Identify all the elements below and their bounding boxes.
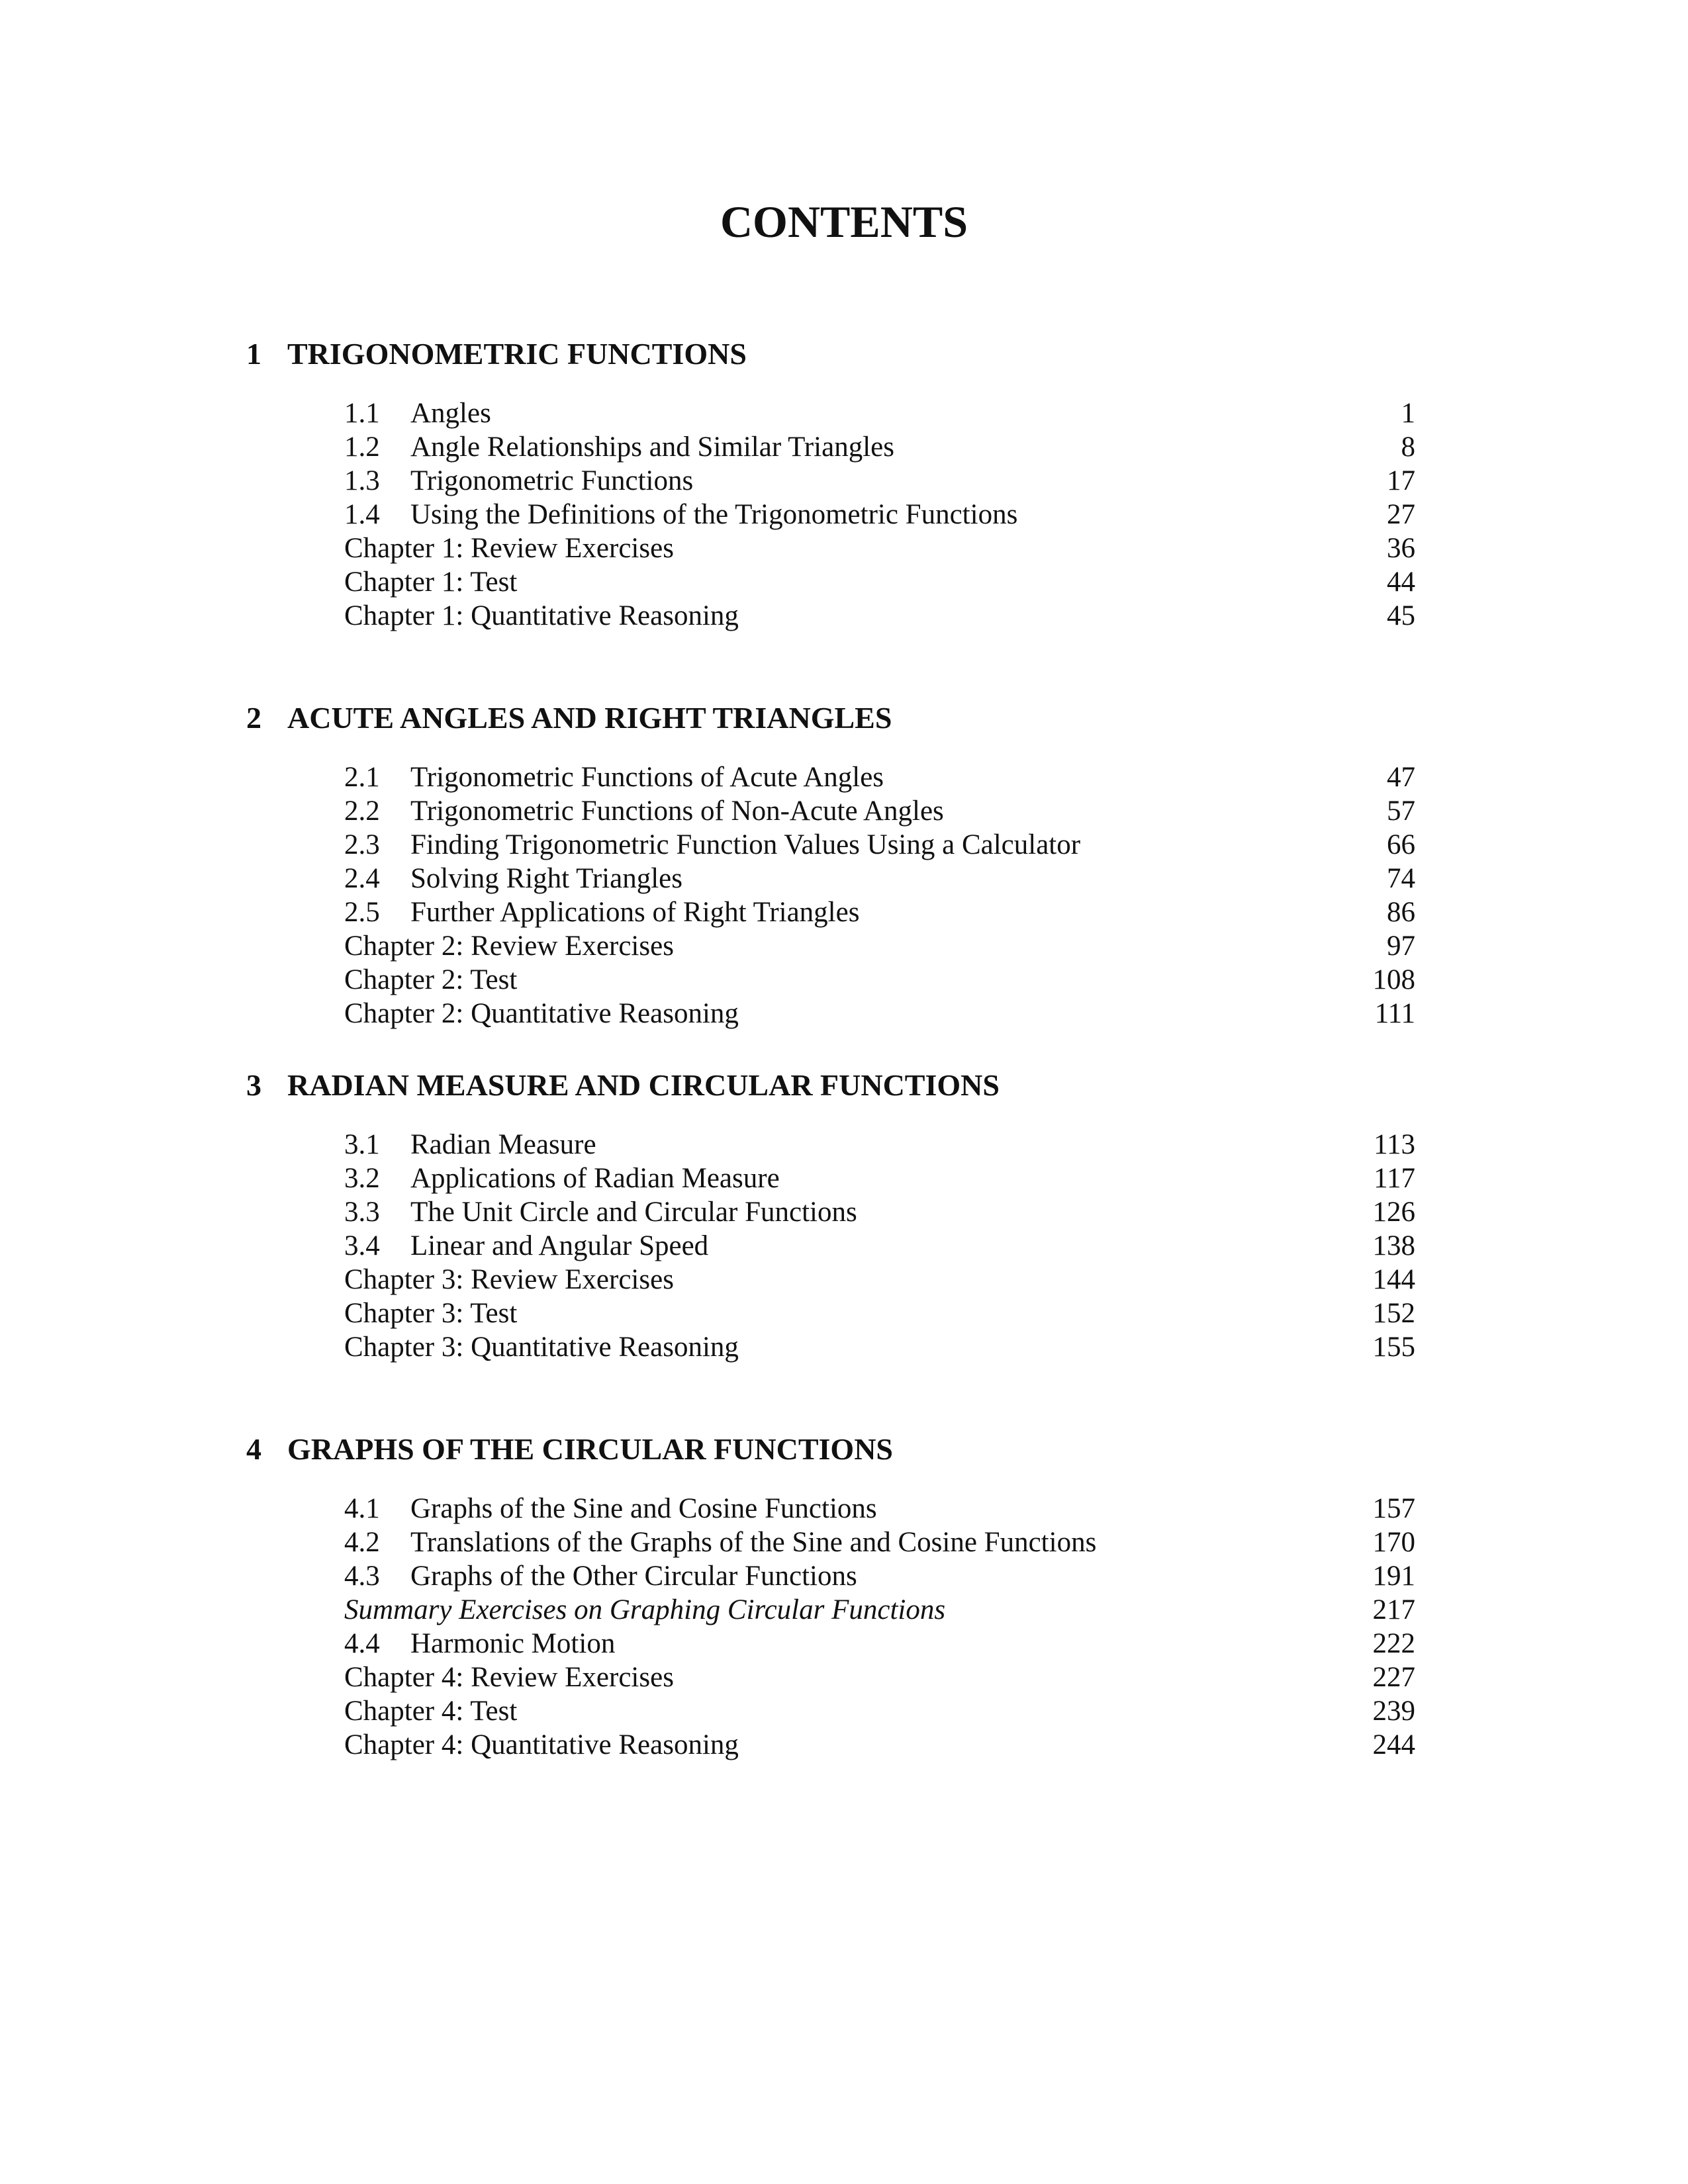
toc-entry[interactable]: [0, 498, 1688, 531]
entry-label: [344, 1525, 1096, 1559]
page-number: 17: [1387, 465, 1415, 496]
entry-label: [344, 599, 739, 633]
entry-title: Trigonometric Functions: [410, 465, 694, 496]
chapter-number: 2: [246, 701, 261, 735]
entry-label: [344, 929, 674, 963]
entry-label: [344, 531, 674, 565]
entry-title: Chapter 3: Review Exercises: [344, 1264, 674, 1295]
entry-title: Graphs of the Other Circular Functions: [410, 1561, 857, 1592]
page-number: 138: [1372, 1230, 1415, 1261]
entry-title: Translations of the Graphs of the Sine and Cosine Functions: [410, 1527, 1097, 1558]
section-number: 2.2: [344, 796, 380, 827]
entry-title: Summary Exercises on Graphing Circular Functions: [344, 1594, 946, 1625]
entry-title: The Unit Circle and Circular Functions: [410, 1197, 857, 1228]
entry-title: Chapter 1: Test: [344, 567, 518, 598]
section-number: 4.4: [344, 1628, 380, 1659]
entry-title: Radian Measure: [410, 1129, 596, 1160]
entry-label: [344, 1195, 857, 1229]
page-number: 57: [1387, 796, 1415, 827]
entry-title: Chapter 2: Quantitative Reasoning: [344, 998, 739, 1029]
entry-title: Solving Right Triangles: [410, 863, 682, 894]
section-number: 3.1: [344, 1129, 380, 1160]
entry-title: Graphs of the Sine and Cosine Functions: [410, 1493, 877, 1524]
page-number: 144: [1372, 1264, 1415, 1295]
page-number: 8: [1401, 432, 1415, 463]
toc-entry[interactable]: [0, 1559, 1688, 1593]
page-number: 126: [1372, 1197, 1415, 1228]
toc-entry[interactable]: [0, 1229, 1688, 1263]
entry-label: [344, 396, 491, 430]
entry-list: [0, 396, 1688, 633]
toc-entry[interactable]: [0, 599, 1688, 633]
entry-label: [344, 760, 884, 794]
entry-title: Trigonometric Functions of Non-Acute Angles: [410, 796, 944, 827]
toc-entry[interactable]: [0, 1661, 1688, 1694]
page-number: 244: [1372, 1729, 1415, 1760]
entry-list: [0, 760, 1688, 1030]
entry-title: Angles: [410, 398, 491, 429]
toc-entry[interactable]: [0, 794, 1688, 828]
entry-label: [344, 828, 1080, 862]
toc-entry[interactable]: [0, 997, 1688, 1030]
section-number: 3.3: [344, 1197, 380, 1228]
entry-title: Chapter 2: Test: [344, 964, 518, 995]
entry-title: Harmonic Motion: [410, 1628, 616, 1659]
page-number: 47: [1387, 762, 1415, 793]
entry-label: [344, 794, 944, 828]
toc-entry[interactable]: [0, 1330, 1688, 1364]
entry-label: [344, 963, 517, 997]
toc-entry[interactable]: [0, 1263, 1688, 1297]
toc-entry[interactable]: [0, 1297, 1688, 1330]
entry-label: [344, 997, 739, 1030]
toc-entry[interactable]: [0, 760, 1688, 794]
entry-title: Chapter 4: Review Exercises: [344, 1662, 674, 1693]
entry-title: Chapter 3: Test: [344, 1298, 518, 1329]
entry-title: Applications of Radian Measure: [410, 1163, 780, 1194]
section-number: 4.1: [344, 1493, 380, 1524]
entry-label: [344, 1330, 739, 1364]
entry-label: [344, 1661, 674, 1694]
entry-label: [344, 1161, 780, 1195]
entry-label: [344, 1263, 674, 1297]
entry-title: Chapter 3: Quantitative Reasoning: [344, 1332, 739, 1363]
entry-label: [344, 498, 1017, 531]
entry-label: [344, 895, 859, 929]
page-number: 227: [1372, 1662, 1415, 1693]
page-number: 111: [1374, 998, 1415, 1029]
page-number: 170: [1372, 1527, 1415, 1558]
entry-list: [0, 1492, 1688, 1762]
section-number: 3.2: [344, 1163, 380, 1194]
entry-label: [344, 1694, 517, 1728]
entry-title: Chapter 1: Quantitative Reasoning: [344, 600, 739, 631]
section-number: 2.3: [344, 829, 380, 860]
page-number: 1: [1401, 398, 1415, 429]
chapter-title: TRIGONOMETRIC FUNCTIONS: [287, 337, 747, 371]
section-number: 4.3: [344, 1561, 380, 1592]
toc-entry[interactable]: [0, 531, 1688, 565]
toc-entry[interactable]: [0, 1694, 1688, 1728]
entry-title: Using the Definitions of the Trigonometric Functions: [410, 499, 1018, 530]
entry-label: [344, 862, 682, 895]
page-number: 155: [1372, 1332, 1415, 1363]
toc-entry[interactable]: [0, 1525, 1688, 1559]
toc-entry[interactable]: [0, 1593, 1688, 1627]
page-number: 44: [1387, 567, 1415, 598]
entry-title: Chapter 4: Quantitative Reasoning: [344, 1729, 739, 1760]
chapter-number: 1: [246, 337, 261, 371]
page-number: 108: [1372, 964, 1415, 995]
entry-title: Trigonometric Functions of Acute Angles: [410, 762, 884, 793]
toc-entry[interactable]: [0, 1627, 1688, 1661]
chapter-title: RADIAN MEASURE AND CIRCULAR FUNCTIONS: [287, 1068, 1000, 1102]
toc-entry[interactable]: [0, 1128, 1688, 1161]
entry-label: [344, 1128, 596, 1161]
entry-label: [344, 1627, 615, 1661]
entry-title: Chapter 2: Review Exercises: [344, 931, 674, 962]
entry-title: Chapter 1: Review Exercises: [344, 533, 674, 564]
toc-entry[interactable]: [0, 396, 1688, 430]
entry-label: [344, 1593, 945, 1627]
page-number: 239: [1372, 1696, 1415, 1727]
page-number: 66: [1387, 829, 1415, 860]
section-number: 1.3: [344, 465, 380, 496]
page-title: CONTENTS: [720, 197, 968, 247]
toc-entry[interactable]: [0, 895, 1688, 929]
section-number: 4.2: [344, 1527, 380, 1558]
entry-title: Angle Relationships and Similar Triangles: [410, 432, 894, 463]
chapter-heading[interactable]: [246, 698, 892, 738]
chapter-title: ACUTE ANGLES AND RIGHT TRIANGLES: [287, 701, 892, 735]
toc-entry[interactable]: [0, 464, 1688, 498]
entry-title: Linear and Angular Speed: [410, 1230, 709, 1261]
section-number: 2.1: [344, 762, 380, 793]
toc-entry[interactable]: [0, 963, 1688, 997]
page-number: 86: [1387, 897, 1415, 928]
section-number: 1.2: [344, 432, 380, 463]
chapter-heading[interactable]: [246, 1430, 893, 1469]
page-number: 191: [1372, 1561, 1415, 1592]
page-number: 217: [1372, 1594, 1415, 1625]
section-number: 1.4: [344, 499, 380, 530]
page-number: 117: [1374, 1163, 1415, 1194]
toc-entry[interactable]: [0, 1195, 1688, 1229]
page-number: 45: [1387, 600, 1415, 631]
entry-label: [344, 1229, 708, 1263]
page-number: 113: [1374, 1129, 1415, 1160]
entry-label: [344, 1297, 517, 1330]
toc-entry[interactable]: [0, 828, 1688, 862]
section-number: 2.5: [344, 897, 380, 928]
section-number: 2.4: [344, 863, 380, 894]
page-number: 157: [1372, 1493, 1415, 1524]
toc-entry[interactable]: [0, 1728, 1688, 1762]
entry-label: [344, 464, 693, 498]
entry-title: Further Applications of Right Triangles: [410, 897, 860, 928]
toc-entry[interactable]: [0, 1161, 1688, 1195]
chapter-number: 3: [246, 1068, 261, 1102]
page-number: 222: [1372, 1628, 1415, 1659]
chapter-heading[interactable]: [246, 1066, 1000, 1105]
section-number: 3.4: [344, 1230, 380, 1261]
entry-label: [344, 1559, 857, 1593]
page-number: 74: [1387, 863, 1415, 894]
entry-title: Finding Trigonometric Function Values Using a Calculator: [410, 829, 1081, 860]
page-number: 152: [1372, 1298, 1415, 1329]
chapter-title: GRAPHS OF THE CIRCULAR FUNCTIONS: [287, 1432, 893, 1466]
chapter-heading[interactable]: [246, 334, 747, 374]
entry-list: [0, 1128, 1688, 1364]
toc-entry[interactable]: [0, 1492, 1688, 1525]
toc-entry[interactable]: [0, 565, 1688, 599]
entry-label: [344, 565, 517, 599]
section-number: 1.1: [344, 398, 380, 429]
entry-label: [344, 1492, 877, 1525]
entry-label: [344, 1728, 739, 1762]
chapter-number: 4: [246, 1432, 261, 1466]
page-number: 97: [1387, 931, 1415, 962]
page-number: 27: [1387, 499, 1415, 530]
toc-entry[interactable]: [0, 430, 1688, 464]
toc-entry[interactable]: [0, 929, 1688, 963]
entry-label: [344, 430, 894, 464]
toc-entry[interactable]: [0, 862, 1688, 895]
page-number: 36: [1387, 533, 1415, 564]
entry-title: Chapter 4: Test: [344, 1696, 518, 1727]
